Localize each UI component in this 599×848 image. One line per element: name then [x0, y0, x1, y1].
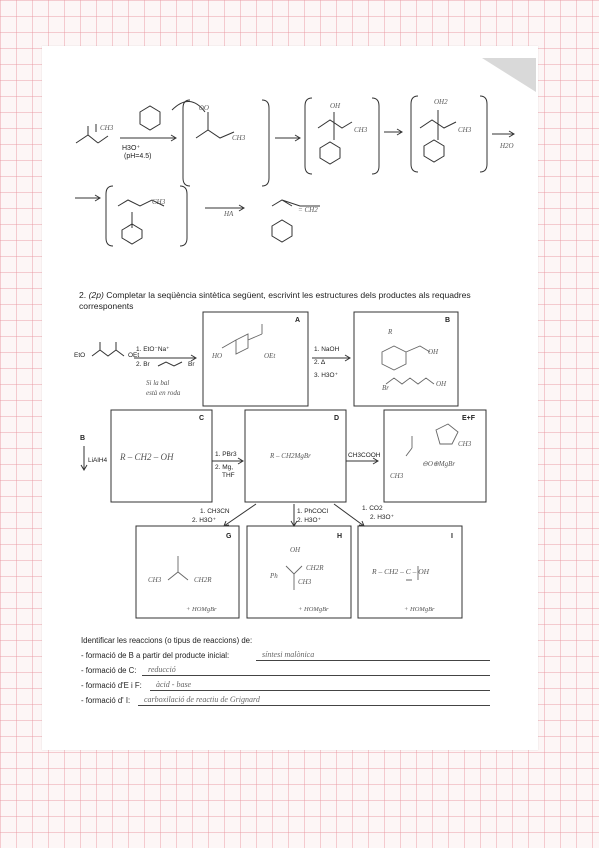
identify-label-4: - formació d' I: [81, 696, 131, 705]
svg-text:⊙O: ⊙O [198, 104, 209, 112]
bracket-4-left [106, 186, 113, 246]
box-i-byproduct: + HOMgBr [404, 606, 435, 613]
box-d-content: R – CH2MgBr [270, 452, 311, 460]
svg-text:H2O: H2O [500, 142, 514, 150]
mechanism-annotations [100, 98, 514, 218]
answer-4: carboxilació de reactiu de Grignard [144, 695, 260, 704]
identify-heading: Identificar les reaccions (o tipus de reaccions) de: [81, 636, 253, 645]
svg-text:R: R [388, 328, 393, 336]
label-d: D [334, 415, 340, 422]
question-number: 2. [79, 290, 87, 300]
svg-text:CH3: CH3 [298, 578, 312, 586]
svg-text:CH3: CH3 [148, 576, 162, 584]
reagent-step3: LiAlH4 [88, 457, 108, 464]
svg-text:HA: HA [224, 210, 234, 218]
reagent-step5: CH3COOH [348, 452, 381, 459]
reagent-step4-2: 2. Mg, [215, 464, 234, 471]
question-2-title [79, 290, 519, 312]
svg-text:HO: HO [212, 352, 223, 360]
scheme-labels [74, 317, 476, 613]
bracket-2-right [372, 98, 379, 174]
answer-3: àcid - base [156, 680, 192, 689]
answer-1: síntesi malònica [262, 650, 315, 659]
label-b: B [445, 317, 451, 324]
answer-line-1 [256, 660, 490, 661]
answer-line-2 [142, 675, 490, 676]
label-a: A [295, 317, 301, 324]
question-text: Completar la seqüència sintètica següent, escrivint les estructures dels productes als requadres corresponents [79, 290, 471, 311]
reagent-step6-2: 2. H3O⁺ [192, 517, 217, 524]
bracket-1-left [183, 100, 190, 186]
svg-text:CH2R: CH2R [194, 576, 212, 584]
svg-text:CH3: CH3 [390, 472, 404, 480]
svg-text:Br: Br [382, 384, 389, 392]
reagent-step8-1: 1. CO2 [362, 505, 383, 512]
svg-text:Ph: Ph [270, 572, 278, 580]
svg-text:CH3: CH3 [458, 440, 472, 448]
svg-text:CH3: CH3 [458, 126, 472, 134]
mechanism-scheme [75, 96, 514, 246]
bracket-1-right [262, 100, 269, 186]
svg-text:OH2: OH2 [434, 98, 448, 106]
reagent-step7-1: 1. PhCOCl [297, 508, 329, 515]
reagent-step8-2: 2. H3O⁺ [370, 514, 395, 521]
question-points: (2p) [88, 290, 104, 300]
reagent-step7-2: 2. H3O⁺ [297, 517, 322, 524]
bracket-4-right [180, 186, 187, 246]
box-g [136, 526, 239, 618]
note-a-line2: està en roda [146, 389, 181, 397]
identify-label-3: - formació d'E i F: [81, 681, 142, 690]
malonate-structure [92, 342, 124, 356]
svg-text:= CH2: = CH2 [298, 206, 318, 214]
svg-text:CH3: CH3 [100, 124, 114, 132]
label-ef: E+F [462, 415, 476, 422]
svg-text:CH3: CH3 [232, 134, 246, 142]
note-a-line1: Si la bal [146, 379, 170, 387]
box-h-byproduct: + HOMgBr [298, 606, 329, 613]
label-b-start: B [80, 435, 86, 442]
morpholine-ring [140, 106, 160, 130]
svg-text:OEt: OEt [264, 352, 276, 360]
label-g: G [226, 533, 232, 540]
bracket-3-right [480, 96, 487, 172]
reagent-h3o: H3O⁺ [122, 145, 141, 152]
box-g-byproduct: + HOMgBr [186, 606, 217, 613]
answer-2: reducció [148, 665, 176, 674]
svg-text:EtO: EtO [74, 352, 86, 359]
label-i: I [451, 533, 453, 540]
svg-text:CH2R: CH2R [306, 564, 324, 572]
label-h: H [337, 533, 343, 540]
arrow-step8 [334, 504, 364, 526]
reagent-step1-2: 2. Br [136, 361, 150, 368]
identify-label-1: - formació de B a partir del producte inicial: [81, 651, 230, 660]
reagent-step1-1: 1. EtO⁻Na⁺ [136, 346, 170, 353]
box-h [247, 526, 351, 618]
svg-text:CH3: CH3 [354, 126, 368, 134]
svg-text:⊖O⊕MgBr: ⊖O⊕MgBr [422, 460, 456, 468]
svg-text:OH: OH [330, 102, 341, 110]
reagent-step2-2: 2. Δ [314, 359, 326, 366]
reagent-step6-1: 1. CH3CN [200, 508, 230, 515]
svg-text:OEt: OEt [128, 352, 140, 359]
bracket-3-left [411, 96, 418, 172]
svg-text:OH: OH [436, 380, 447, 388]
label-c: C [199, 415, 205, 422]
reagent-step4-3: THF [222, 472, 235, 479]
reagent-step4-1: 1. PBr3 [215, 451, 237, 458]
bracket-2-left [305, 98, 312, 174]
answer-line-4 [138, 705, 490, 706]
svg-text:OH: OH [290, 546, 301, 554]
reagent-step2-1: 1. NaOH [314, 346, 340, 353]
box-i-content: R – CH2 – C – OH [372, 567, 430, 576]
identify-label-2: - formació de C: [81, 666, 137, 675]
reagent-step2-3: 3. H3O⁺ [314, 372, 339, 379]
answer-line-3 [150, 690, 490, 691]
box-c-content: R – CH2 – OH [120, 452, 174, 462]
reagent-step1-br: Br [188, 361, 195, 368]
svg-text:OH: OH [428, 348, 439, 356]
box-ef [384, 410, 486, 502]
reagent-ph: (pH=4.5) [124, 153, 152, 160]
svg-text:CH3: CH3 [152, 198, 166, 206]
